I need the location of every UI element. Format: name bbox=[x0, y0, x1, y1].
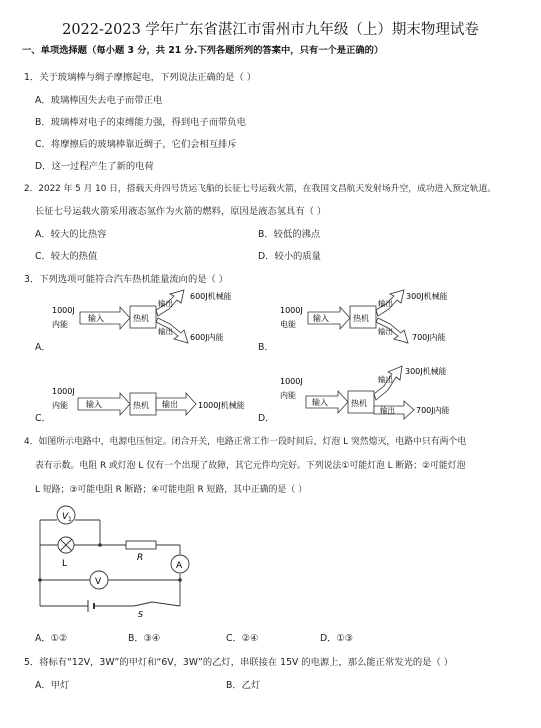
q2-option-a: A．较大的比热容 bbox=[35, 229, 107, 240]
q3-option-c-label: C． bbox=[35, 413, 51, 424]
question-1-stem: 1．关于玻璃棒与绸子摩擦起电，下列说法正确的是（ ） bbox=[24, 72, 256, 83]
resistor-label: R bbox=[137, 553, 144, 563]
diag-b-source-amount: 1000J bbox=[280, 306, 303, 315]
question-3-stem: 3．下列选项可能符合汽车热机能量流向的是（ ） bbox=[24, 274, 229, 285]
q3-option-b-label: B． bbox=[258, 342, 274, 353]
diag-b-bottom-result: 700J内能 bbox=[412, 333, 446, 342]
q2-option-c: C．较大的热值 bbox=[35, 251, 98, 262]
circuit-diagram bbox=[30, 500, 200, 620]
q4-option-b: B．③④ bbox=[128, 633, 161, 644]
diag-a-source-type: 内能 bbox=[52, 320, 68, 329]
diag-d-top-result: 300J机械能 bbox=[405, 367, 447, 376]
diag-a-upper-output-label: 输出 bbox=[158, 299, 173, 308]
diag-a-source-amount: 1000J bbox=[52, 306, 75, 315]
diag-a-bottom-result: 600J内能 bbox=[190, 333, 224, 342]
q2-option-b: B．较低的沸点 bbox=[258, 229, 321, 240]
diag-a-lower-output-label: 输出 bbox=[158, 327, 173, 336]
diag-a-top-result: 600J机械能 bbox=[190, 292, 232, 301]
q1-option-b: B．玻璃棒对电子的束缚能力强，得到电子而带负电 bbox=[35, 117, 246, 128]
lamp-label: L bbox=[62, 559, 68, 569]
diag-c-output-label: 输出 bbox=[162, 400, 178, 409]
q5-option-b: B．乙灯 bbox=[226, 680, 261, 691]
diag-c-input-label: 输入 bbox=[86, 400, 102, 409]
diag-d-input-label: 输入 bbox=[312, 398, 328, 407]
voltmeter-v-label: V bbox=[95, 577, 102, 587]
diag-c-source-amount: 1000J bbox=[52, 387, 75, 396]
diag-b-top-result: 300J机械能 bbox=[406, 292, 448, 301]
diag-d-source-type: 内能 bbox=[280, 391, 296, 400]
diag-c-engine-label: 热机 bbox=[133, 401, 149, 410]
diag-b-lower-output-label: 输出 bbox=[378, 327, 393, 336]
energy-flow-diagram-a bbox=[50, 288, 260, 348]
junction-dot bbox=[38, 578, 42, 582]
voltmeter-v1-subscript: 1 bbox=[68, 516, 72, 523]
diag-b-engine-label: 热机 bbox=[353, 314, 369, 323]
q5-option-a: A．甲灯 bbox=[35, 680, 70, 691]
question-5-stem: 5．将标有“12V，3W”的甲灯和“6V，3W”的乙灯，串联接在 15V 的电源上，那么能正常发光的是（ ） bbox=[24, 657, 454, 668]
section-heading: 一、单项选择题（每小题 3 分，共 21 分.下列各题所列的答案中，只有一个是正确的） bbox=[22, 45, 384, 56]
switch-label: S bbox=[138, 610, 144, 619]
q2-option-d: D．较小的质量 bbox=[258, 251, 321, 262]
question-2-stem-line2: 长征七号运载火箭采用液态氢作为火箭的燃料，原因是液态氢具有（ ） bbox=[35, 206, 327, 217]
diag-c-result: 1000J机械能 bbox=[198, 401, 245, 410]
junction-dot bbox=[98, 543, 102, 547]
q4-option-c: C．②④ bbox=[226, 633, 259, 644]
diag-b-upper-output-label: 输出 bbox=[378, 299, 393, 308]
q1-option-a: A．玻璃棒因失去电子而带正电 bbox=[35, 95, 163, 106]
q1-option-d: D．这一过程产生了新的电荷 bbox=[35, 161, 154, 172]
q3-option-a-label: A． bbox=[35, 342, 51, 353]
diag-d-bottom-result: 700J内能 bbox=[416, 406, 450, 415]
diag-a-input-label: 输入 bbox=[88, 314, 104, 323]
energy-flow-diagram-c bbox=[50, 380, 260, 420]
voltmeter-v1-label: V bbox=[62, 512, 69, 522]
page-title: 2022-2023 学年广东省湛江市雷州市九年级（上）期末物理试卷 bbox=[62, 22, 479, 38]
diag-b-source-type: 电能 bbox=[280, 320, 296, 329]
q1-option-c: C．将摩擦后的玻璃棒靠近绸子，它们会相互排斥 bbox=[35, 139, 237, 150]
diag-d-upper-output-label: 输出 bbox=[378, 375, 393, 384]
junction-dot bbox=[178, 578, 182, 582]
diag-d-lower-output-label: 输出 bbox=[380, 406, 395, 415]
diag-d-source-amount: 1000J bbox=[280, 377, 303, 386]
question-2-stem-line1: 2．2022 年 5 月 10 日，搭载天舟四号货运飞船的长征七号运载火箭，在我国文昌航天发射场升空，成功进入预定轨道。 bbox=[24, 184, 497, 194]
diag-c-source-type: 内能 bbox=[52, 401, 68, 410]
resistor bbox=[126, 541, 156, 549]
question-4-stem-line2: 表有示数。电阻 R 或灯泡 L 仅有一个出现了故障，其它元件均完好。下列说法①可能灯泡 L 断路；②可能灯泡 bbox=[35, 461, 466, 471]
q4-option-a: A．①② bbox=[35, 633, 68, 644]
question-4-stem-line1: 4．如图所示电路中，电源电压恒定。闭合开关，电路正常工作一段时间后，灯泡 L 突然熄灭，电路中只有两个电 bbox=[24, 437, 467, 447]
ammeter-label: A bbox=[176, 561, 183, 571]
energy-flow-diagram-b bbox=[278, 288, 488, 348]
energy-flow-diagram-d bbox=[278, 360, 488, 422]
question-4-stem-line3: L 短路；③可能电阻 R 断路；④可能电阻 R 短路，其中正确的是（ ） bbox=[35, 485, 307, 495]
diag-d-engine-label: 热机 bbox=[351, 399, 367, 408]
diag-b-input-label: 输入 bbox=[313, 314, 329, 323]
q4-option-d: D．①③ bbox=[320, 633, 354, 644]
diag-a-engine-label: 热机 bbox=[133, 314, 149, 323]
q3-option-d-label: D． bbox=[258, 413, 275, 424]
